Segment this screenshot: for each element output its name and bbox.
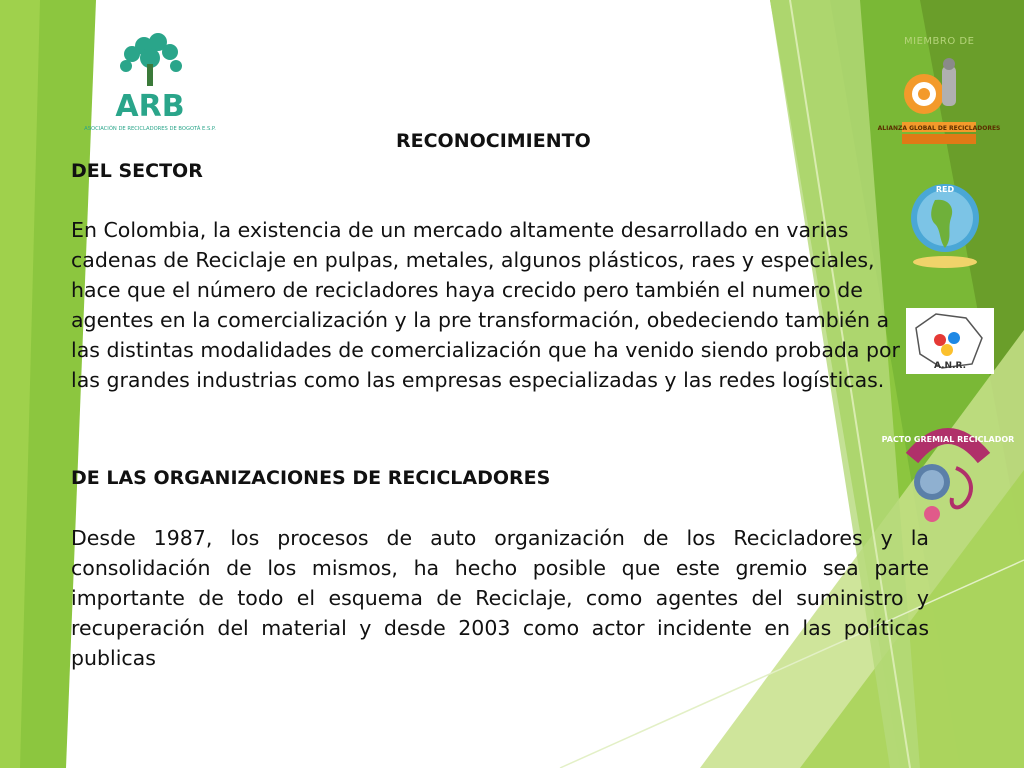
paragraph-organizaciones: Desde 1987, los procesos de auto organización de los Recicladores y la consolidación de los mismos, ha hecho posible que este gremio sea parte importante de todo el esquema de Reciclaje, como agentes del suministro y recuperación del material y desde 2003 como actor incidente en las políticas publicas [71, 526, 929, 670]
svg-text:PACTO GREMIAL RECICLADOR: PACTO GREMIAL RECICLADOR [881, 435, 1015, 444]
arb-logo [84, 28, 216, 146]
svg-text:A.N.R.: A.N.R. [933, 361, 967, 371]
pacto-gremial-logo [881, 418, 1015, 530]
svg-text:ALIANZA GLOBAL DE RECICLADORES: ALIANZA GLOBAL DE RECICLADORES [877, 125, 1001, 132]
svg-text:ARB: ARB [115, 89, 185, 124]
svg-text:RED: RED [935, 185, 955, 194]
slide-title: RECONOCIMIENTO [396, 130, 591, 152]
svg-text:ASOCIACIÓN DE RECICLADORES DE: ASOCIACIÓN DE RECICLADORES DE BOGOTÁ E.S.P. [84, 126, 216, 132]
slide-subtitle: DEL SECTOR [71, 160, 203, 182]
member-label: MIEMBRO DE [904, 36, 975, 47]
paragraph-colombia: En Colombia, la existencia de un mercado altamente desarrollado en varias cadenas de Reciclaje en pulpas, metales, algunos plásticos, raes y especiales, hace que el número de recicladores haya crecido pero también el numero de agentes en la comercialización y la pre transformación, obedeciendo también a las distintas modalidades de comercialización que ha venido siendo probada por las grandes industrias como las empresas especializadas y las redes logísticas. [71, 218, 900, 392]
section-heading-organizaciones: DE LAS ORGANIZACIONES DE RECICLADORES [71, 467, 551, 489]
alianza-global-logo [877, 56, 1001, 148]
